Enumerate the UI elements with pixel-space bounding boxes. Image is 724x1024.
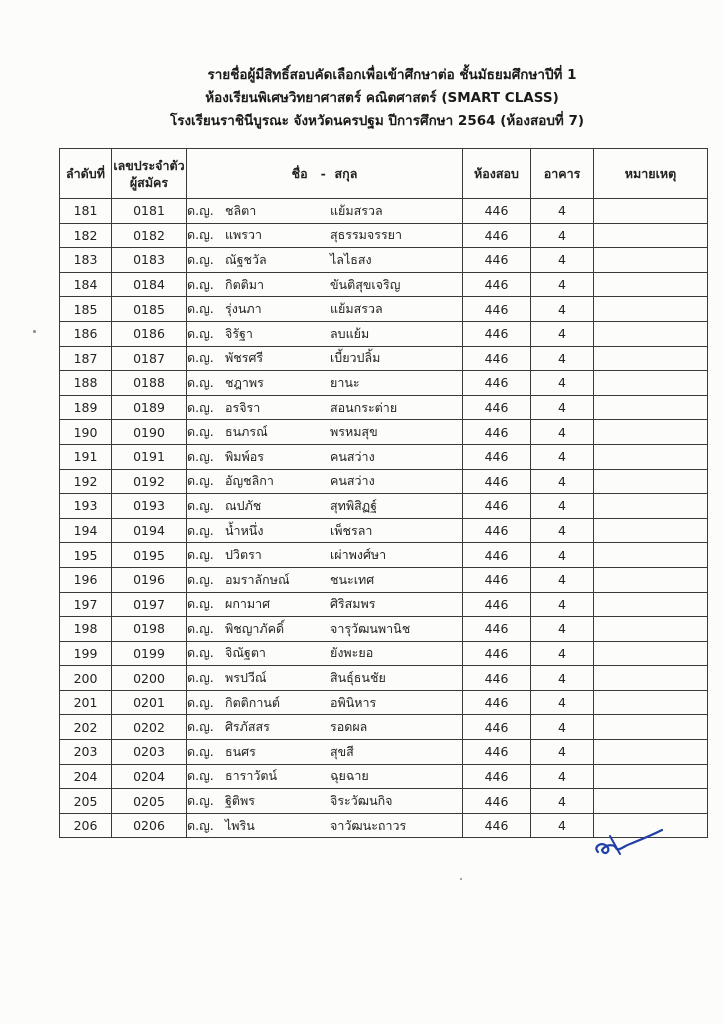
cell-no: 188: [60, 371, 112, 396]
cell-building: 4: [531, 543, 594, 568]
cell-building: 4: [531, 469, 594, 494]
cell-no: 189: [60, 395, 112, 420]
last-name: จารุวัฒนพานิช: [330, 620, 411, 636]
col-header-appno-line2: ผู้สมัคร: [129, 174, 169, 190]
first-name: น้ำหนึ่ง: [225, 522, 264, 538]
table-row: [60, 272, 708, 297]
paper-speck: [460, 878, 462, 880]
cell-no: 182: [60, 223, 112, 248]
cell-building: 4: [531, 321, 594, 346]
cell-application-id: 0201: [112, 690, 187, 715]
last-name: ฉุยฉาย: [330, 768, 369, 784]
cell-no: 186: [60, 321, 112, 346]
table-row: [60, 715, 708, 740]
cell-full-name: [187, 321, 463, 346]
name-prefix: ด.ญ.: [187, 793, 214, 809]
cell-building: 4: [531, 592, 594, 617]
cell-full-name: [187, 272, 463, 297]
last-name: แย้มสรวล: [330, 301, 383, 317]
cell-application-id: 0205: [112, 789, 187, 814]
cell-full-name: [187, 764, 463, 789]
cell-building: 4: [531, 567, 594, 592]
cell-note: [594, 518, 708, 543]
cell-note: [594, 666, 708, 691]
cell-full-name: [187, 715, 463, 740]
cell-note: [594, 223, 708, 248]
cell-exam-room: 446: [463, 321, 531, 346]
paper-speck: [33, 330, 36, 333]
last-name: ศิริสมพร: [330, 596, 376, 612]
cell-building: 4: [531, 715, 594, 740]
table-row: [60, 444, 708, 469]
col-header-room: ห้องสอบ: [463, 149, 531, 199]
cell-no: 200: [60, 666, 112, 691]
cell-application-id: 0187: [112, 346, 187, 371]
cell-no: 187: [60, 346, 112, 371]
last-name: พรหมสุข: [330, 424, 378, 440]
last-name: สุทพิสิฏฐ์: [330, 497, 378, 513]
cell-full-name: [187, 395, 463, 420]
cell-application-id: 0186: [112, 321, 187, 346]
cell-exam-room: 446: [463, 199, 531, 224]
col-header-name: ชื่อ - สกุล: [187, 149, 463, 199]
cell-application-id: 0202: [112, 715, 187, 740]
cell-application-id: 0194: [112, 518, 187, 543]
cell-full-name: [187, 346, 463, 371]
table-row: [60, 543, 708, 568]
cell-full-name: [187, 469, 463, 494]
table-row: [60, 666, 708, 691]
cell-full-name: [187, 690, 463, 715]
cell-exam-room: 446: [463, 592, 531, 617]
table-row: [60, 592, 708, 617]
first-name: จิรัฐา: [225, 325, 253, 341]
cell-application-id: 0197: [112, 592, 187, 617]
name-prefix: ด.ญ.: [187, 301, 214, 317]
name-prefix: ด.ญ.: [187, 768, 214, 784]
cell-exam-room: 446: [463, 469, 531, 494]
table-row: [60, 223, 708, 248]
cell-no: 185: [60, 297, 112, 322]
cell-full-name: [187, 789, 463, 814]
first-name: กิตติกานต์: [225, 694, 281, 710]
cell-no: 194: [60, 518, 112, 543]
name-prefix: ด.ญ.: [187, 251, 214, 267]
cell-application-id: 0195: [112, 543, 187, 568]
first-name: อมราลักษณ์: [225, 571, 290, 587]
cell-full-name: [187, 592, 463, 617]
last-name: เผ่าพงศ์ษา: [330, 547, 387, 563]
last-name: แย้มสรวล: [330, 202, 383, 218]
col-header-no: ลำดับที่: [60, 149, 112, 199]
cell-note: [594, 272, 708, 297]
name-prefix: ด.ญ.: [187, 276, 214, 292]
name-prefix: ด.ญ.: [187, 817, 214, 833]
cell-note: [594, 395, 708, 420]
cell-note: [594, 789, 708, 814]
cell-exam-room: 446: [463, 740, 531, 765]
first-name: ไพริน: [225, 817, 255, 833]
cell-no: 199: [60, 641, 112, 666]
cell-no: 202: [60, 715, 112, 740]
name-prefix: ด.ญ.: [187, 424, 214, 440]
title-line-1: รายชื่อผู้มีสิทธิ์สอบคัดเลือกเพื่อเข้าศึกษาต่อ ชั้นมัธยมศึกษาปีที่ 1: [207, 67, 577, 83]
first-name: ฐิติพร: [225, 793, 255, 809]
table-row: [60, 617, 708, 642]
candidate-table: [59, 148, 708, 838]
table-row: [60, 518, 708, 543]
cell-building: 4: [531, 199, 594, 224]
cell-full-name: [187, 199, 463, 224]
cell-full-name: [187, 518, 463, 543]
cell-building: 4: [531, 346, 594, 371]
cell-note: [594, 420, 708, 445]
cell-note: [594, 494, 708, 519]
cell-no: 195: [60, 543, 112, 568]
cell-building: 4: [531, 395, 594, 420]
cell-building: 4: [531, 813, 594, 838]
cell-building: 4: [531, 690, 594, 715]
cell-application-id: 0184: [112, 272, 187, 297]
cell-exam-room: 446: [463, 444, 531, 469]
cell-application-id: 0206: [112, 813, 187, 838]
cell-application-id: 0189: [112, 395, 187, 420]
table-row: [60, 248, 708, 273]
cell-application-id: 0188: [112, 371, 187, 396]
first-name: ผกามาศ: [225, 596, 271, 612]
cell-full-name: [187, 567, 463, 592]
cell-building: 4: [531, 371, 594, 396]
cell-full-name: [187, 740, 463, 765]
last-name: สินธุ์ธนชัย: [330, 670, 386, 686]
first-name: อัญชลิกา: [225, 473, 274, 489]
table-body: [60, 199, 708, 838]
cell-note: [594, 199, 708, 224]
name-prefix: ด.ญ.: [187, 522, 214, 538]
cell-building: 4: [531, 297, 594, 322]
first-name: ปวิตรา: [225, 547, 262, 563]
last-name: จาวัฒนะถาวร: [330, 817, 407, 833]
name-prefix: ด.ญ.: [187, 620, 214, 636]
cell-application-id: 0204: [112, 764, 187, 789]
cell-note: [594, 297, 708, 322]
cell-note: [594, 690, 708, 715]
cell-no: 191: [60, 444, 112, 469]
cell-application-id: 0192: [112, 469, 187, 494]
last-name: ลบแย้ม: [330, 325, 370, 341]
cell-exam-room: 446: [463, 641, 531, 666]
name-prefix: ด.ญ.: [187, 743, 214, 759]
cell-exam-room: 446: [463, 567, 531, 592]
cell-no: 190: [60, 420, 112, 445]
name-prefix: ด.ญ.: [187, 670, 214, 686]
first-name: พัชรศรี: [225, 350, 264, 366]
last-name: รอดผล: [330, 719, 368, 735]
cell-full-name: [187, 494, 463, 519]
first-name: ธนภรณ์: [225, 424, 268, 440]
first-name: ณัฐชวัล: [225, 251, 267, 267]
name-prefix: ด.ญ.: [187, 399, 214, 415]
name-prefix: ด.ญ.: [187, 596, 214, 612]
name-prefix: ด.ญ.: [187, 497, 214, 513]
cell-full-name: [187, 223, 463, 248]
title-line-2: ห้องเรียนพิเศษวิทยาศาสตร์ คณิตศาสตร์ (SMART CLASS): [205, 90, 559, 106]
last-name: จิระวัฒนกิจ: [330, 793, 393, 809]
last-name: เบี้ยวปลิ้ม: [330, 350, 381, 366]
table-row: [60, 494, 708, 519]
table-row: [60, 690, 708, 715]
cell-building: 4: [531, 789, 594, 814]
table-row: [60, 371, 708, 396]
cell-building: 4: [531, 641, 594, 666]
cell-application-id: 0182: [112, 223, 187, 248]
table-row: [60, 395, 708, 420]
name-prefix: ด.ญ.: [187, 227, 214, 243]
name-prefix: ด.ญ.: [187, 374, 214, 390]
cell-application-id: 0193: [112, 494, 187, 519]
cell-no: 197: [60, 592, 112, 617]
cell-no: 198: [60, 617, 112, 642]
last-name: สุขสี: [330, 743, 354, 759]
name-prefix: ด.ญ.: [187, 719, 214, 735]
cell-exam-room: 446: [463, 248, 531, 273]
cell-building: 4: [531, 420, 594, 445]
last-name: คนสว่าง: [330, 448, 375, 464]
cell-note: [594, 248, 708, 273]
first-name: รุ่งนภา: [225, 301, 262, 317]
table-row: [60, 469, 708, 494]
table-row: [60, 199, 708, 224]
cell-note: [594, 740, 708, 765]
first-name: ชลิตา: [225, 202, 257, 218]
name-prefix: ด.ญ.: [187, 694, 214, 710]
cell-exam-room: 446: [463, 420, 531, 445]
cell-note: [594, 543, 708, 568]
cell-note: [594, 346, 708, 371]
cell-exam-room: 446: [463, 494, 531, 519]
col-header-appno: [112, 149, 187, 199]
document-title: [0, 64, 724, 133]
cell-note: [594, 469, 708, 494]
cell-exam-room: 446: [463, 715, 531, 740]
cell-exam-room: 446: [463, 518, 531, 543]
last-name: เพ็ชรลา: [330, 522, 373, 538]
cell-no: 184: [60, 272, 112, 297]
table-row: [60, 567, 708, 592]
first-name: ชฎาพร: [225, 374, 264, 390]
cell-full-name: [187, 617, 463, 642]
cell-no: 205: [60, 789, 112, 814]
cell-building: 4: [531, 444, 594, 469]
cell-exam-room: 446: [463, 690, 531, 715]
col-header-appno-line1: เลขประจำตัว: [113, 157, 185, 173]
name-prefix: ด.ญ.: [187, 473, 214, 489]
cell-no: 203: [60, 740, 112, 765]
first-name: พรปวีณ์: [225, 670, 267, 686]
name-prefix: ด.ญ.: [187, 448, 214, 464]
last-name: สอนกระต่าย: [330, 399, 398, 415]
cell-building: 4: [531, 666, 594, 691]
col-header-note: หมายเหตุ: [594, 149, 708, 199]
last-name: ไลไธสง: [330, 251, 372, 267]
table-row: [60, 321, 708, 346]
first-name: ธาราวัตน์: [225, 768, 278, 784]
last-name: ยังพะยอ: [330, 645, 374, 661]
cell-building: 4: [531, 617, 594, 642]
cell-exam-room: 446: [463, 371, 531, 396]
table-row: [60, 789, 708, 814]
first-name: แพรวา: [225, 227, 263, 243]
cell-exam-room: 446: [463, 223, 531, 248]
cell-building: 4: [531, 272, 594, 297]
first-name: พิชญาภัคดิ์: [225, 620, 285, 636]
first-name: จิณัฐตา: [225, 645, 266, 661]
signature-mark: [590, 822, 670, 862]
cell-note: [594, 764, 708, 789]
name-prefix: ด.ญ.: [187, 202, 214, 218]
cell-building: 4: [531, 518, 594, 543]
last-name: อพินิหาร: [330, 694, 377, 710]
cell-note: [594, 444, 708, 469]
cell-note: [594, 641, 708, 666]
cell-building: 4: [531, 764, 594, 789]
title-line-3: โรงเรียนราชินีบูรณะ จังหวัดนครปฐม ปีการศึกษา 2564 (ห้องสอบที่ 7): [169, 113, 585, 129]
cell-exam-room: 446: [463, 272, 531, 297]
cell-building: 4: [531, 494, 594, 519]
cell-note: [594, 371, 708, 396]
cell-note: [594, 321, 708, 346]
cell-application-id: 0196: [112, 567, 187, 592]
col-header-building: อาคาร: [531, 149, 594, 199]
name-prefix: ด.ญ.: [187, 571, 214, 587]
table-row: [60, 346, 708, 371]
cell-exam-room: 446: [463, 297, 531, 322]
cell-exam-room: 446: [463, 666, 531, 691]
last-name: คนสว่าง: [330, 473, 375, 489]
name-prefix: ด.ญ.: [187, 350, 214, 366]
cell-application-id: 0191: [112, 444, 187, 469]
cell-exam-room: 446: [463, 346, 531, 371]
cell-exam-room: 446: [463, 813, 531, 838]
cell-application-id: 0183: [112, 248, 187, 273]
cell-full-name: [187, 420, 463, 445]
table-row: [60, 641, 708, 666]
first-name: ณปภัช: [225, 497, 262, 513]
cell-application-id: 0185: [112, 297, 187, 322]
cell-application-id: 0203: [112, 740, 187, 765]
first-name: อรจิรา: [225, 399, 261, 415]
cell-building: 4: [531, 223, 594, 248]
cell-exam-room: 446: [463, 543, 531, 568]
cell-no: 181: [60, 199, 112, 224]
table-row: [60, 420, 708, 445]
last-name: ชนะเทศ: [330, 571, 375, 587]
cell-no: 204: [60, 764, 112, 789]
first-name: กิตติมา: [225, 276, 265, 292]
cell-application-id: 0200: [112, 666, 187, 691]
table-row: [60, 740, 708, 765]
cell-full-name: [187, 543, 463, 568]
cell-building: 4: [531, 740, 594, 765]
name-prefix: ด.ญ.: [187, 325, 214, 341]
cell-full-name: [187, 371, 463, 396]
cell-no: 192: [60, 469, 112, 494]
cell-full-name: [187, 297, 463, 322]
cell-application-id: 0181: [112, 199, 187, 224]
cell-no: 201: [60, 690, 112, 715]
last-name: ขันติสุขเจริญ: [330, 276, 401, 292]
cell-no: 183: [60, 248, 112, 273]
table-header-row: [60, 149, 708, 199]
cell-full-name: [187, 813, 463, 838]
last-name: สุธรรมจรรยา: [330, 227, 403, 243]
cell-exam-room: 446: [463, 395, 531, 420]
first-name: ธนศร: [225, 743, 256, 759]
cell-full-name: [187, 444, 463, 469]
table-row: [60, 764, 708, 789]
cell-full-name: [187, 666, 463, 691]
cell-no: 193: [60, 494, 112, 519]
cell-exam-room: 446: [463, 764, 531, 789]
table-row: [60, 297, 708, 322]
name-prefix: ด.ญ.: [187, 547, 214, 563]
cell-no: 206: [60, 813, 112, 838]
cell-application-id: 0199: [112, 641, 187, 666]
cell-application-id: 0190: [112, 420, 187, 445]
cell-full-name: [187, 641, 463, 666]
cell-application-id: 0198: [112, 617, 187, 642]
cell-note: [594, 592, 708, 617]
cell-exam-room: 446: [463, 617, 531, 642]
cell-building: 4: [531, 248, 594, 273]
cell-full-name: [187, 248, 463, 273]
first-name: ศิรภัสสร: [225, 719, 270, 735]
cell-exam-room: 446: [463, 789, 531, 814]
first-name: พิมพ์อร: [225, 448, 264, 464]
cell-no: 196: [60, 567, 112, 592]
last-name: ยานะ: [330, 374, 360, 390]
cell-note: [594, 617, 708, 642]
name-prefix: ด.ญ.: [187, 645, 214, 661]
cell-note: [594, 567, 708, 592]
cell-note: [594, 715, 708, 740]
